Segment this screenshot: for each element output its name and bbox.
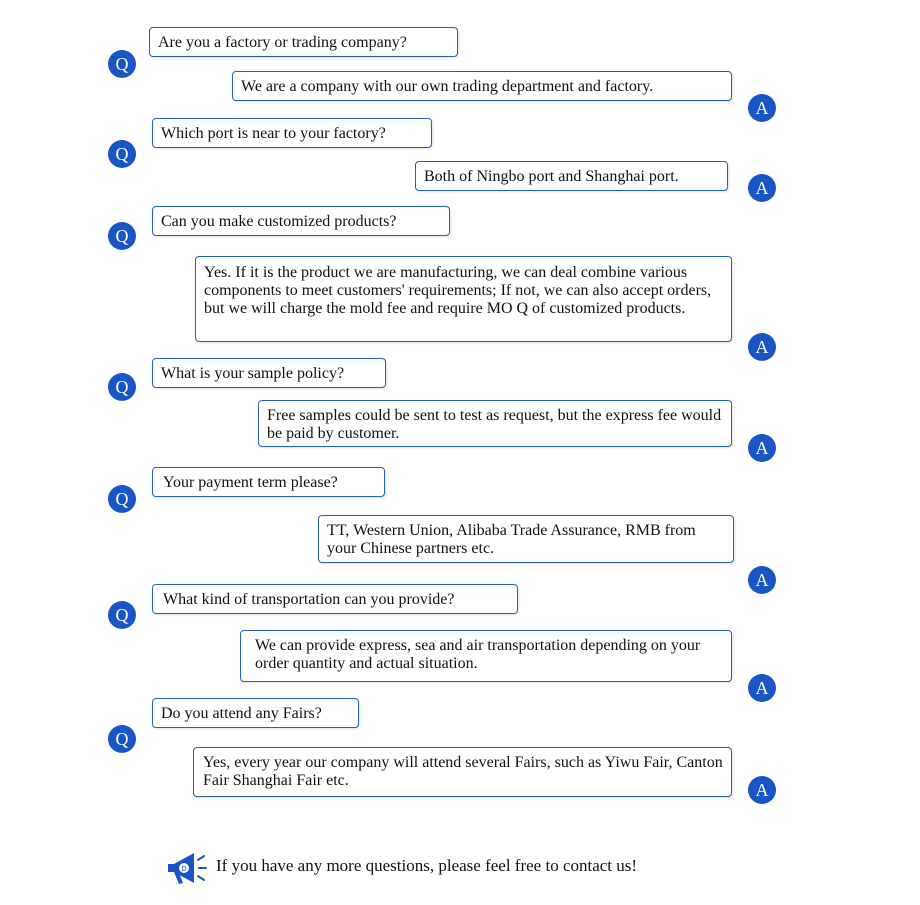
- answer-text-7: Yes, every year our company will attend several Fairs, such as Yiwu Fair, Canton Fair Shanghai Fair etc.: [203, 754, 723, 789]
- answer-bubble-2: [415, 161, 728, 191]
- question-bubble-5: [152, 467, 385, 497]
- question-text-3: Can you make customized products?: [161, 213, 397, 230]
- question-bubble-1: [149, 27, 458, 57]
- answer-bubble-5: [318, 515, 734, 563]
- question-badge-6: Q: [108, 601, 136, 629]
- question-bubble-3: [152, 206, 450, 236]
- answer-badge-7: A: [748, 776, 776, 804]
- question-bubble-7: [152, 698, 359, 728]
- question-text-5: Your payment term please?: [163, 474, 338, 491]
- question-bubble-4: [152, 358, 386, 388]
- question-text-6: What kind of transportation can you provide?: [163, 591, 455, 608]
- question-badge-7: Q: [108, 725, 136, 753]
- answer-bubble-1: [232, 71, 732, 101]
- answer-badge-1: A: [748, 94, 776, 122]
- question-badge-3: Q: [108, 222, 136, 250]
- answer-text-1: We are a company with our own trading department and factory.: [241, 78, 654, 95]
- answer-badge-5: A: [748, 566, 776, 594]
- answer-badge-6: A: [748, 674, 776, 702]
- question-badge-2: Q: [108, 140, 136, 168]
- question-badge-1: Q: [108, 50, 136, 78]
- answer-bubble-6: [240, 630, 732, 682]
- question-text-1: Are you a factory or trading company?: [158, 34, 407, 51]
- answer-bubble-7: [193, 747, 732, 797]
- answer-text-6: We can provide express, sea and air transportation depending on your order quantity and actual situation.: [255, 637, 701, 672]
- question-bubble-2: [152, 118, 432, 148]
- megaphone-icon: [164, 844, 210, 890]
- answer-text-2: Both of Ningbo port and Shanghai port.: [424, 168, 679, 185]
- answer-bubble-3: [195, 256, 732, 342]
- question-badge-4: Q: [108, 373, 136, 401]
- answer-badge-3: A: [748, 333, 776, 361]
- answer-bubble-4: [258, 400, 732, 447]
- answer-text-3: Yes. If it is the product we are manufacturing, we can deal combine various components to meet customers' requirements; If not, we can also accept orders, but we will charge the mold fee and require MO Q of customized products.: [204, 264, 712, 317]
- answer-text-4: Free samples could be sent to test as request, but the express fee would be paid by customer.: [267, 407, 722, 442]
- question-text-7: Do you attend any Fairs?: [161, 705, 322, 722]
- question-text-4: What is your sample policy?: [161, 365, 345, 382]
- answer-badge-4: A: [748, 434, 776, 462]
- answer-badge-2: A: [748, 174, 776, 202]
- question-text-2: Which port is near to your factory?: [161, 125, 386, 142]
- answer-text-5: TT, Western Union, Alibaba Trade Assurance, RMB from your Chinese partners etc.: [327, 522, 696, 557]
- question-badge-5: Q: [108, 485, 136, 513]
- svg-text:D: D: [181, 866, 187, 873]
- question-bubble-6: [152, 584, 518, 614]
- footer-contact-text: If you have any more questions, please feel free to contact us!: [216, 856, 638, 875]
